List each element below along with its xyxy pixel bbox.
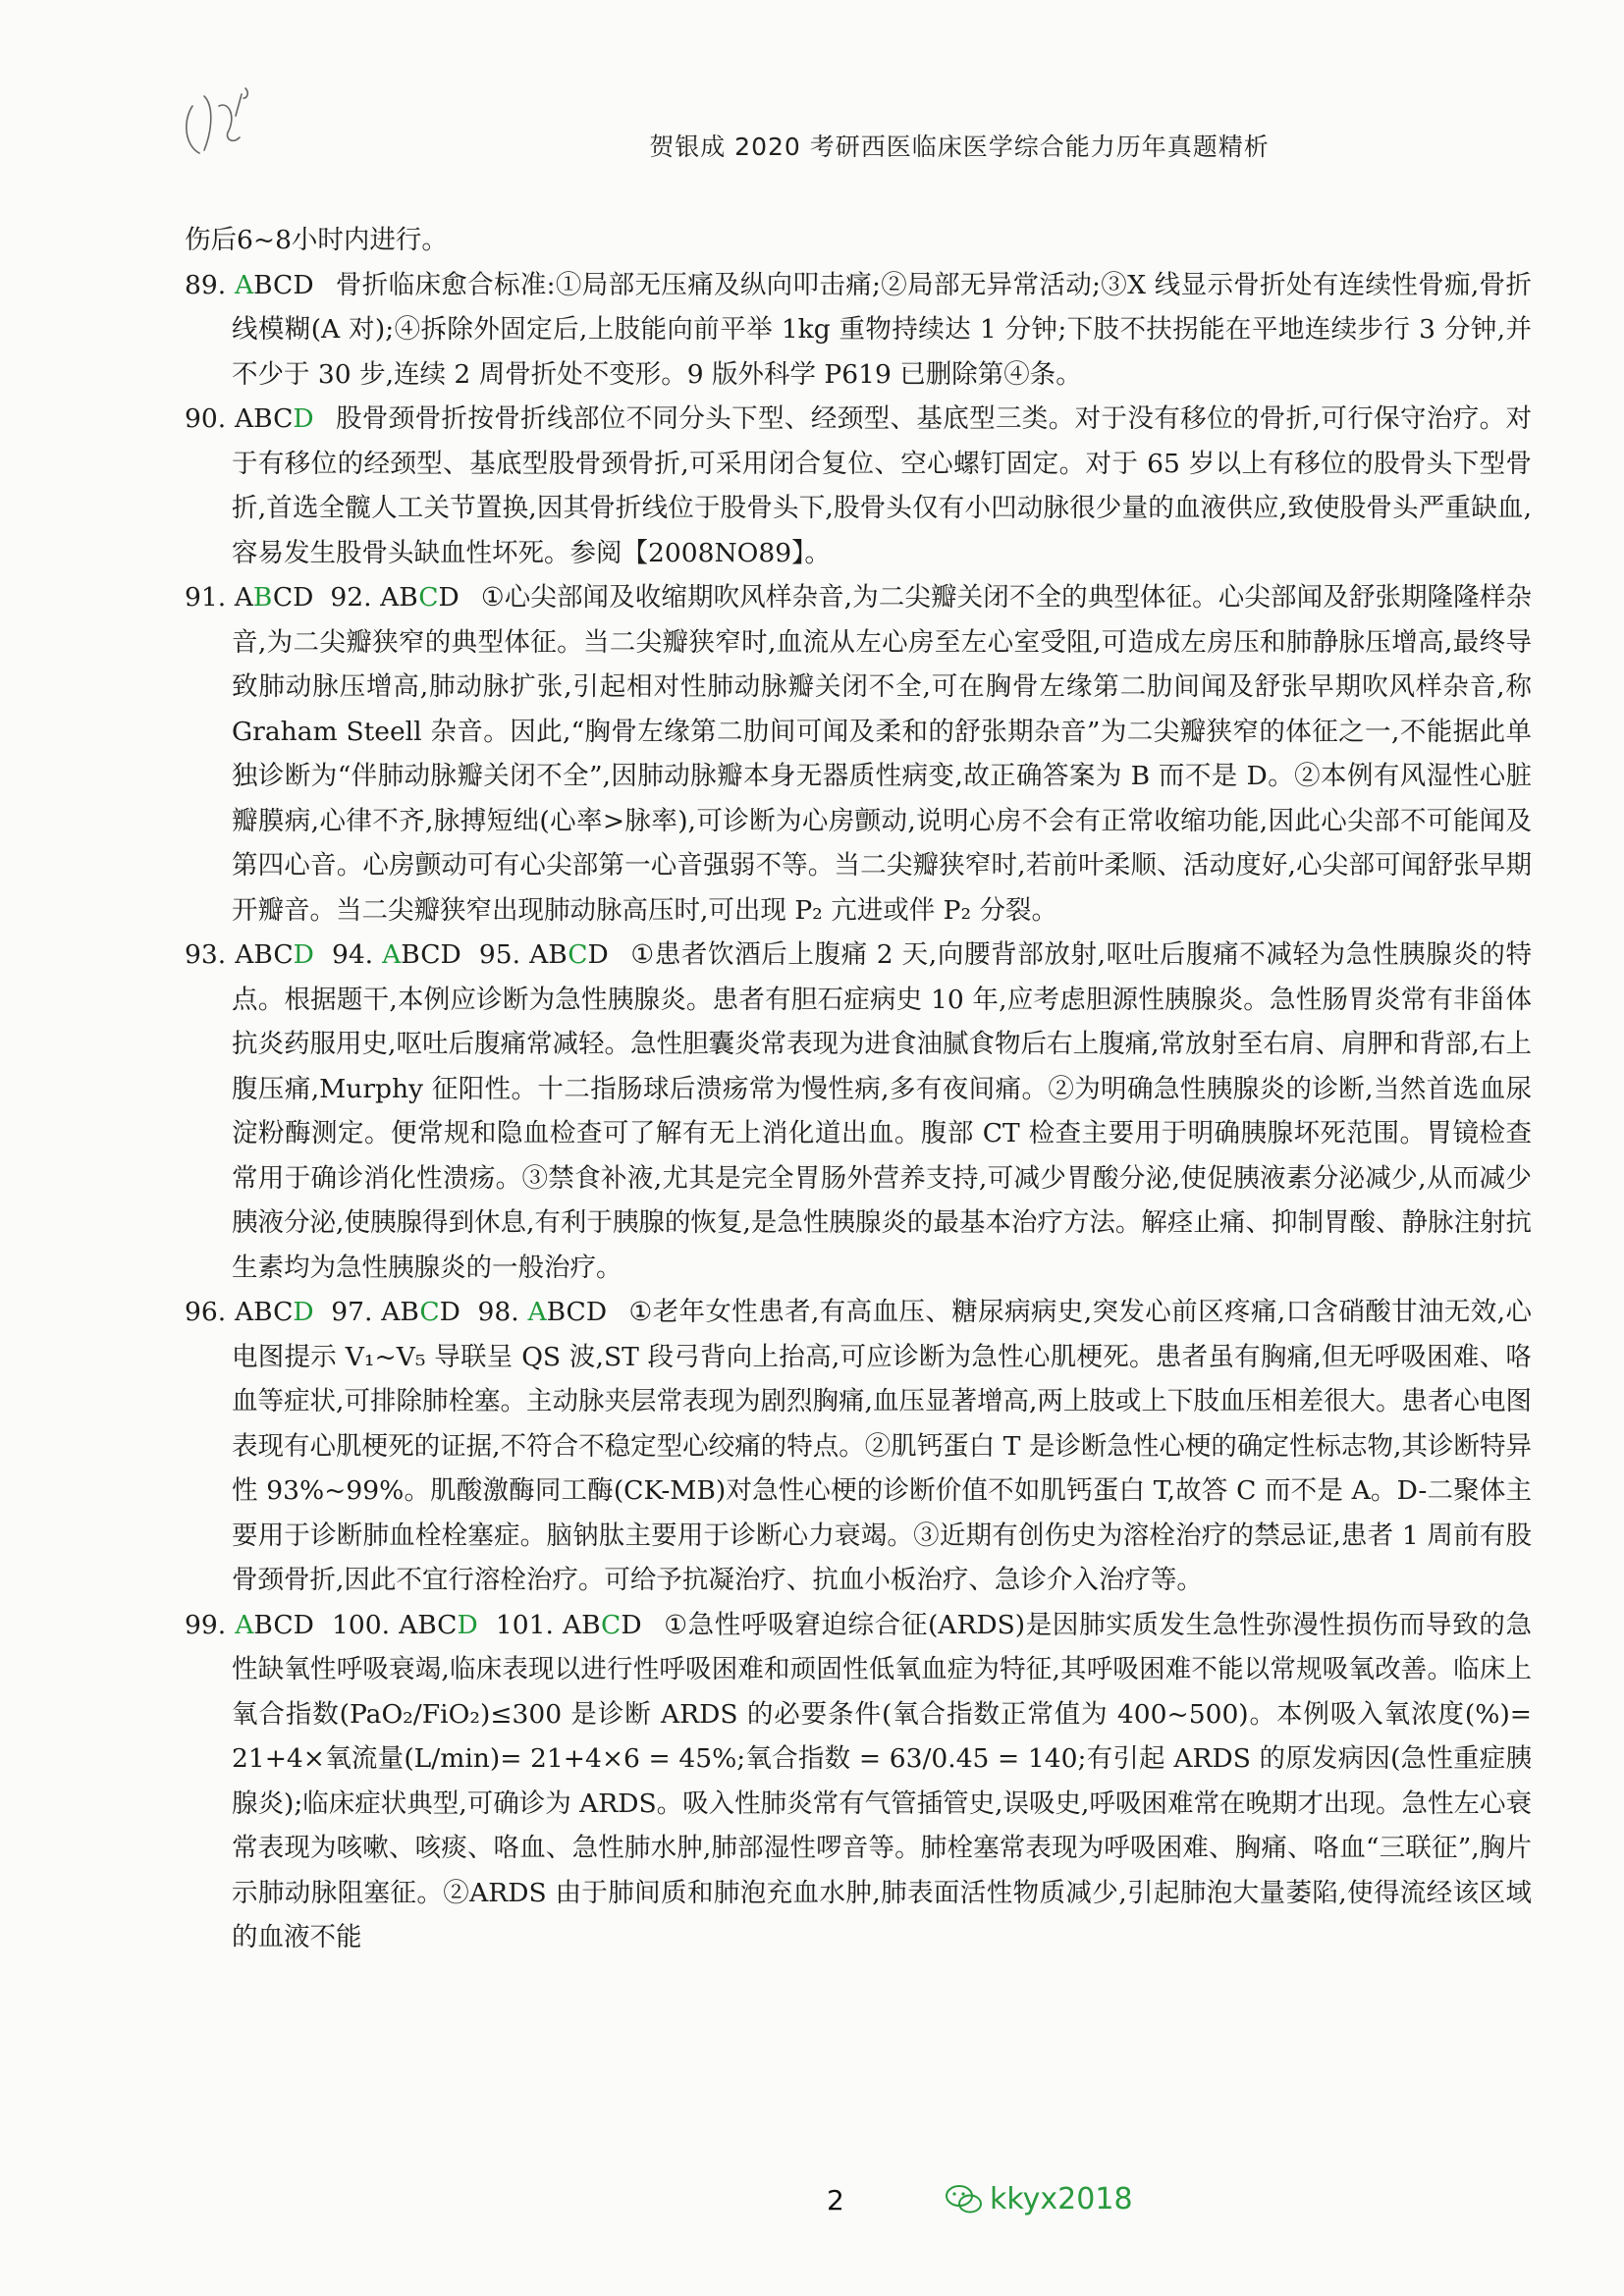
answer-options: [235, 582, 460, 613]
option-letters: D 98.: [439, 1297, 528, 1327]
answer-item: [185, 263, 1532, 398]
option-letters: BCD: [253, 269, 314, 300]
correct-answer-letter: B: [252, 582, 273, 613]
correct-answer-letter: A: [235, 1609, 254, 1640]
option-letters: CD 92. AB: [272, 582, 419, 613]
answer-options: [235, 270, 314, 300]
option-letters: ABC: [234, 1297, 294, 1327]
watermark-text: kkyx2018: [990, 2182, 1133, 2216]
correct-answer-letter: C: [568, 939, 588, 970]
option-letters: A: [234, 582, 253, 613]
correct-answer-letter: C: [419, 1297, 440, 1327]
answer-item: [185, 1290, 1532, 1603]
answer-options: [235, 403, 314, 434]
explanation-text: ①心尖部闻及收缩期吹风样杂音,为二尖瓣关闭不全的典型体征。心尖部闻及舒张期隆隆样杂音,为二尖瓣狭窄的典型体征。当二尖瓣狭窄时,血流从左心房至左心室受阻,可造成左房压和肺静脉压增高,最终导致肺动脉压增高,肺动脉扩张,引起相对性肺动脉瓣关闭不全,可在胸骨左缘第二肋间闻及舒张早期吹风样杂音,称 Graham Steell 杂音。因此,“胸骨左缘第二肋间可闻及柔和的舒张期杂音”为二尖瓣狭窄的体征之一,不能据此单独诊断为“伴肺动脉瓣关闭不全”,因肺动脉瓣本身无器质性病变,故正确答案为 B 而不是 D。②本例有风湿性心脏瓣膜病,心律不齐,脉搏短绌(心率>脉率),可诊断为心房颤动,说明心房不会有正常收缩功能,因此心尖部不可能闻及第四心音。心房颤动可有心尖部第一心音强弱不等。当二尖瓣狭窄时,若前叶柔顺、活动度好,心尖部可闻舒张早期开瓣音。当二尖瓣狭窄出现肺动脉高压时,可出现 P₂ 亢进或伴 P₂ 分裂。: [232, 582, 1532, 926]
answer-item: [185, 1603, 1532, 1960]
page-number: 2: [827, 2184, 844, 2216]
option-letters: BCD 95. AB: [401, 939, 568, 970]
correct-answer-letter: C: [601, 1609, 622, 1640]
page-header: [0, 128, 1624, 163]
correct-answer-letter: D: [293, 1297, 314, 1327]
answer-options: [235, 1297, 607, 1327]
answer-item: [185, 933, 1532, 1290]
wechat-icon: [945, 2183, 984, 2216]
answer-options: [235, 1610, 641, 1640]
correct-answer-letter: A: [382, 939, 402, 970]
watermark: [945, 2182, 1133, 2216]
answer-item: [185, 575, 1532, 933]
explanation-text: 股骨颈骨折按骨折线部位不同分头下型、经颈型、基底型三类。对于没有移位的骨折,可行保守治疗。对于有移位的经颈型、基底型股骨颈骨折,可采用闭合复位、空心螺钉固定。对于 65 岁以上有移位的股骨头下型骨折,首选全髋人工关节置换,因其骨折线位于股骨头下,股骨头仅有小凹动脉很少量的血液供应,致使股骨头严重缺血,容易发生股骨头缺血性坏死。参阅【2008NO89】。: [232, 403, 1532, 568]
header-title: 贺银成 2020 考研西医临床医学综合能力历年真题精析: [649, 133, 1270, 161]
question-number: 93.: [185, 939, 227, 970]
question-number: 89.: [185, 269, 227, 300]
option-letters: 101. AB: [477, 1609, 602, 1640]
answer-item: [185, 397, 1532, 575]
correct-answer-letter: D: [293, 939, 314, 970]
option-letters: 97. AB: [313, 1297, 420, 1327]
explanation-text: ①老年女性患者,有高血压、糖尿病病史,突发心前区疼痛,口含硝酸甘油无效,心电图提示 V₁~V₅ 导联呈 QS 波,ST 段弓背向上抬高,可应诊断为急性心肌梗死。患者虽有胸痛,但无呼吸困难、咯血等症状,可排除肺栓塞。主动脉夹层常表现为剧烈胸痛,血压显著增高,两上肢或上下肢血压相差很大。患者心电图表现有心肌梗死的证据,不符合不稳定型心绞痛的特点。②肌钙蛋白 T 是诊断急性心梗的确定性标志物,其诊断特异性 93%~99%。肌酸激酶同工酶(CK-MB)对急性心梗的诊断价值不如肌钙蛋白 T,故答 C 而不是 A。D-二聚体主要用于诊断肺血栓栓塞症。脑钠肽主要用于诊断心力衰竭。③近期有创伤史为溶栓治疗的禁忌证,患者 1 周前有股骨颈骨折,因此不宜行溶栓治疗。可给予抗凝治疗、抗血小板治疗、急诊介入治疗等。: [232, 1297, 1532, 1595]
correct-answer-letter: A: [234, 269, 254, 300]
correct-answer-letter: D: [293, 403, 314, 434]
option-letters: D: [438, 582, 460, 613]
option-letters: BCD 100. ABC: [253, 1609, 458, 1640]
explanation-text: ①患者饮酒后上腹痛 2 天,向腰背部放射,呕吐后腹痛不减轻为急性胰腺炎的特点。根据题干,本例应诊断为急性胰腺炎。患者有胆石症病史 10 年,应考虑胆源性胰腺炎。急性肠胃炎常有非甾体抗炎药服用史,呕吐后腹痛常减轻。急性胆囊炎常表现为进食油腻食物后右上腹痛,常放射至右肩、肩胛和背部,右上腹压痛,Murphy 征阳性。十二指肠球后溃疡常为慢性病,多有夜间痛。②为明确急性胰腺炎的诊断,当然首选血尿淀粉酶测定。便常规和隐血检查可了解有无上消化道出血。腹部 CT 检查主要用于明确胰腺坏死范围。胃镜检查常用于确诊消化性溃疡。③禁食补液,尤其是完全胃肠外营养支持,可减少胃酸分泌,使促胰液素分泌减少,从而减少胰液分泌,使胰腺得到休息,有利于胰腺的恢复,是急性胰腺炎的最基本治疗方法。解痉止痛、抑制胃酸、静脉注射抗生素均为急性胰腺炎的一般治疗。: [232, 939, 1533, 1283]
option-letters: 94.: [313, 939, 383, 970]
option-letters: D: [621, 1609, 642, 1640]
intro-line: 伤后6~8小时内进行。: [185, 225, 448, 255]
answer-options: [235, 939, 609, 970]
correct-answer-letter: A: [527, 1297, 547, 1327]
question-number: 91.: [185, 582, 227, 613]
explanation-text: ①急性呼吸窘迫综合征(ARDS)是因肺实质发生急性弥漫性损伤而导致的急性缺氧性呼吸衰竭,临床表现以进行性呼吸困难和顽固性低氧血症为特征,其呼吸困难不能以常规吸氧改善。临床上氧合指数(PaO₂/FiO₂)≤300 是诊断 ARDS 的必要条件(氧合指数正常值为 400~500)。本例吸入氧浓度(%)= 21+4×氧流量(L/min)= 21+4×6 = 45%;氧合指数 = 63/0.45 = 140;有引起 ARDS 的原发病因(急性重症胰腺炎);临床症状典型,可确诊为 ARDS。吸入性肺炎常有气管插管史,误吸史,呼吸困难常在晚期才出现。急性左心衰常表现为咳嗽、咳痰、咯血、急性肺水肿,肺部湿性啰音等。肺栓塞常表现为呼吸困难、胸痛、咯血“三联征”,胸片示肺动脉阻塞征。②ARDS 由于肺间质和肺泡充血水肿,肺表面活性物质减少,引起肺泡大量萎陷,使得流经该区域的血液不能: [232, 1609, 1532, 1952]
option-letters: ABC: [234, 403, 294, 434]
option-letters: D: [587, 939, 609, 970]
option-letters: ABC: [235, 939, 294, 970]
explanation-text: 骨折临床愈合标准:①局部无压痛及纵向叩击痛;②局部无异常活动;③X 线显示骨折处有连续性骨痂,骨折线模糊(A 对);④拆除外固定后,上肢能向前平举 1kg 重物持续达 1 分钟;下肢不扶拐能在平地连续步行 3 分钟,并不少于 30 步,连续 2 周骨折处不变形。9 版外科学 P619 已删除第④条。: [232, 269, 1532, 390]
question-number: 90.: [185, 403, 227, 434]
question-number: 96.: [185, 1297, 227, 1327]
question-number: 99.: [185, 1609, 227, 1640]
correct-answer-letter: C: [418, 582, 439, 613]
answer-content: [185, 218, 1532, 1960]
correct-answer-letter: D: [457, 1609, 478, 1640]
option-letters: BCD: [546, 1297, 608, 1327]
